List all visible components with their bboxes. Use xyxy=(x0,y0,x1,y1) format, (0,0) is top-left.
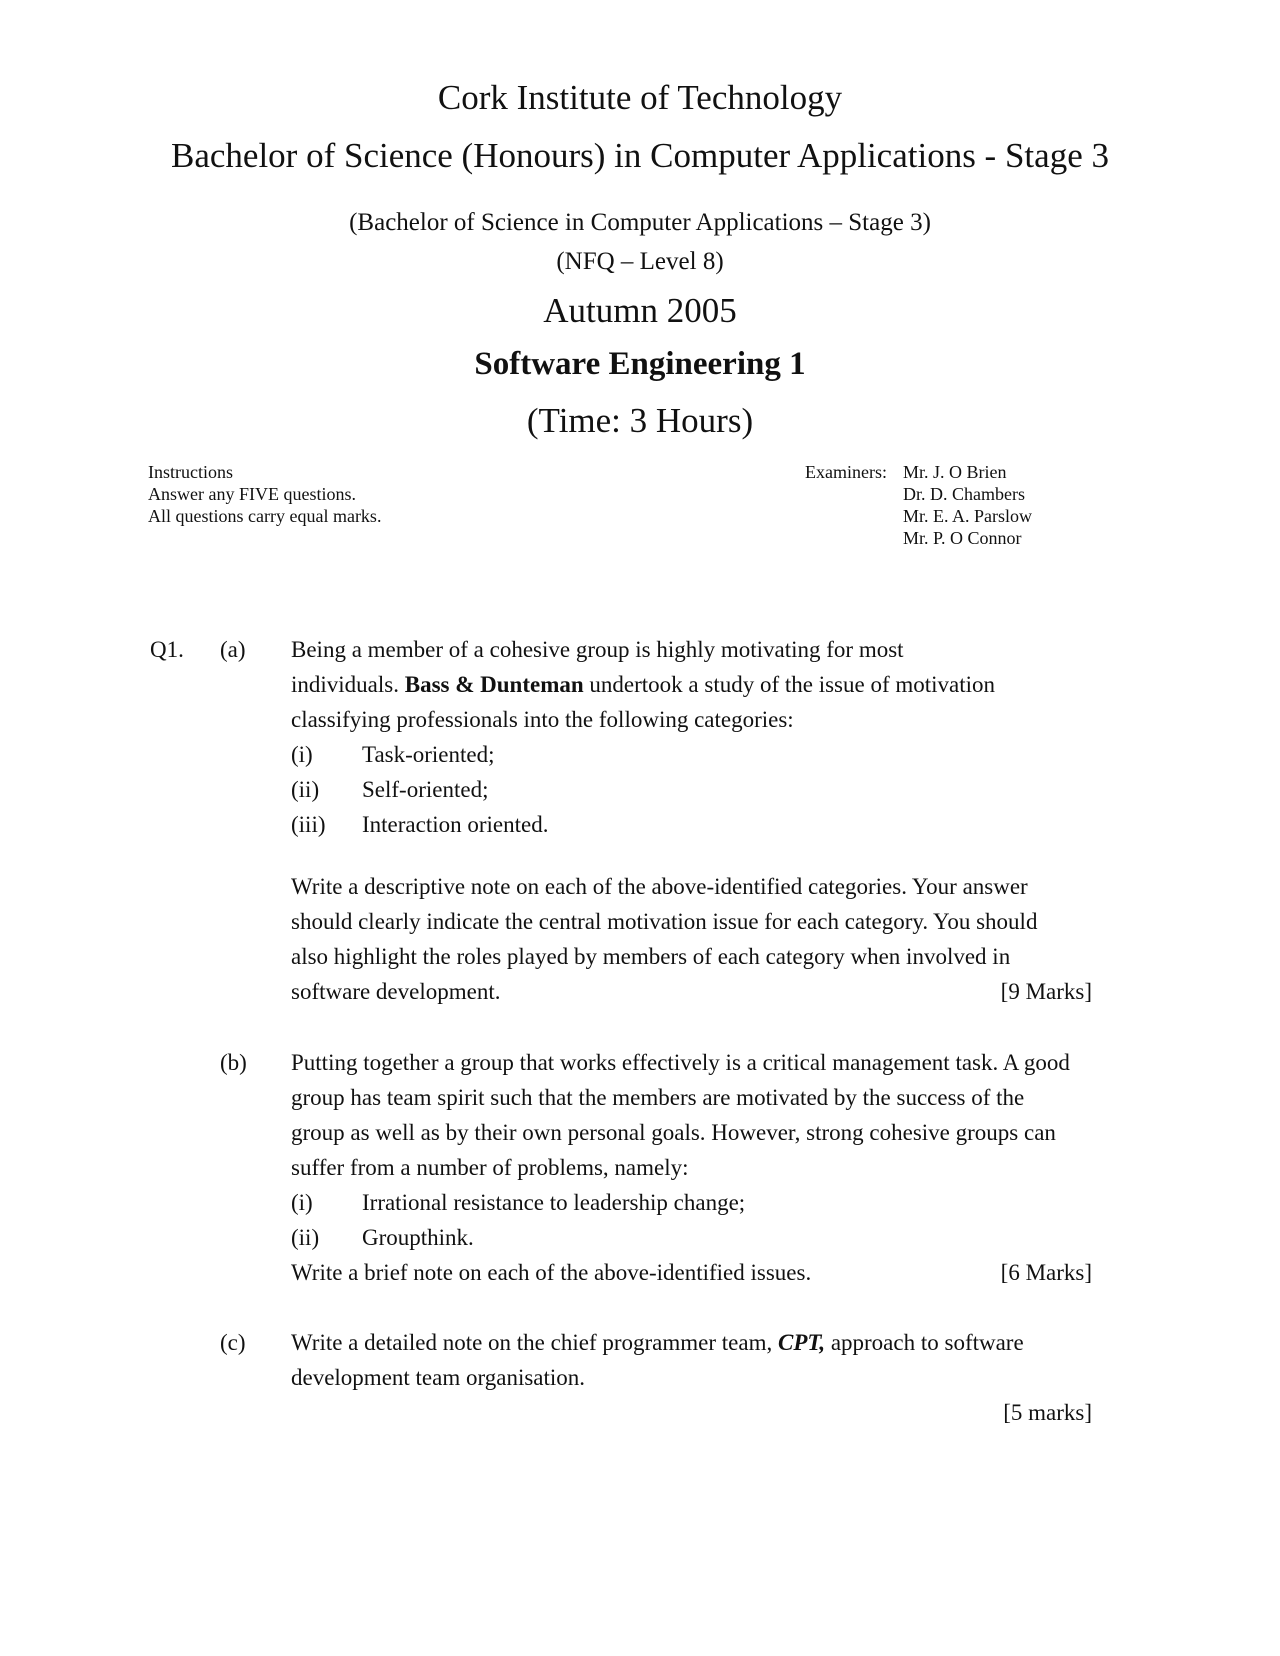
alt-programme: (Bachelor of Science in Computer Applications – Stage 3) xyxy=(349,209,931,236)
item-text: Irrational resistance to leadership change; xyxy=(362,1190,746,1215)
exam-session: Autumn 2005 xyxy=(543,291,737,330)
instruction-line: All questions carry equal marks. xyxy=(148,506,382,526)
part-b-intro-line: group as well as by their own personal goals. However, strong cohesive groups can xyxy=(291,1120,1056,1145)
part-label-c: (c) xyxy=(220,1330,246,1355)
instruction-line: Answer any FIVE questions. xyxy=(148,484,356,504)
exam-duration: (Time: 3 Hours) xyxy=(526,401,754,440)
examiners-list xyxy=(903,461,1032,549)
intro-text: undertook a study of the issue of motivation xyxy=(583,672,996,697)
item-label: (ii) xyxy=(291,777,320,802)
intro-text: individuals. xyxy=(291,672,405,697)
author-names: Bass & Dunteman xyxy=(404,672,584,697)
question-text: approach to software xyxy=(825,1330,1024,1355)
examiners-label: Examiners: xyxy=(805,462,887,482)
part-label-a: (a) xyxy=(220,637,246,662)
part-b-intro-line: suffer from a number of problems, namely: xyxy=(291,1155,689,1180)
part-a-intro-line xyxy=(291,667,1091,702)
nfq-level: (NFQ – Level 8) xyxy=(556,248,724,275)
module-title: Software Engineering 1 xyxy=(474,346,806,382)
item-label: (iii) xyxy=(291,812,326,837)
programme-title: Bachelor of Science (Honours) in Computer Applications - Stage 3 xyxy=(171,136,1109,175)
part-a-intro-line: classifying professionals into the following categories: xyxy=(291,707,794,732)
part-a-task-line: Write a descriptive note on each of the above-identified categories. Your answer xyxy=(291,874,1028,899)
part-a-task-line: software development. xyxy=(291,979,501,1004)
part-b-intro-line: group has team spirit such that the members are motivated by the success of the xyxy=(291,1085,1025,1110)
part-a-marks: [9 Marks] xyxy=(1000,979,1092,1004)
item-label: (i) xyxy=(291,1190,313,1215)
examiner-name: Mr. P. O Connor xyxy=(903,528,1022,548)
item-label: (ii) xyxy=(291,1225,320,1250)
part-b-task-line: Write a brief note on each of the above-identified issues. xyxy=(291,1260,812,1285)
part-b-marks: [6 Marks] xyxy=(1000,1260,1092,1285)
part-c-line: development team organisation. xyxy=(291,1365,586,1390)
question-text: Write a detailed note on the chief programmer team, xyxy=(291,1330,778,1355)
item-text: Interaction oriented. xyxy=(362,812,549,837)
question-number: Q1. xyxy=(150,637,184,662)
part-label-b: (b) xyxy=(220,1050,247,1075)
examiner-name: Mr. E. A. Parslow xyxy=(903,506,1033,526)
item-label: (i) xyxy=(291,742,313,767)
part-a-task-line: also highlight the roles played by members of each category when involved in xyxy=(291,944,1011,969)
part-a-intro-line: Being a member of a cohesive group is highly motivating for most xyxy=(291,637,904,662)
part-b-intro-line: Putting together a group that works effectively is a critical management task. A good xyxy=(291,1050,1070,1075)
item-text: Groupthink. xyxy=(362,1225,474,1250)
examiner-name: Dr. D. Chambers xyxy=(903,484,1025,504)
item-text: Task-oriented; xyxy=(362,742,495,767)
cpt-abbreviation: CPT, xyxy=(777,1330,826,1355)
instructions-heading: Instructions xyxy=(148,462,233,482)
part-c-marks: [5 marks] xyxy=(1003,1400,1092,1425)
examiner-name: Mr. J. O Brien xyxy=(903,462,1007,482)
instructions-block xyxy=(148,461,381,527)
part-a-task-line: should clearly indicate the central motivation issue for each category. You should xyxy=(291,909,1038,934)
institution-title: Cork Institute of Technology xyxy=(437,78,843,117)
part-c-line xyxy=(291,1325,1091,1360)
item-text: Self-oriented; xyxy=(362,777,489,802)
